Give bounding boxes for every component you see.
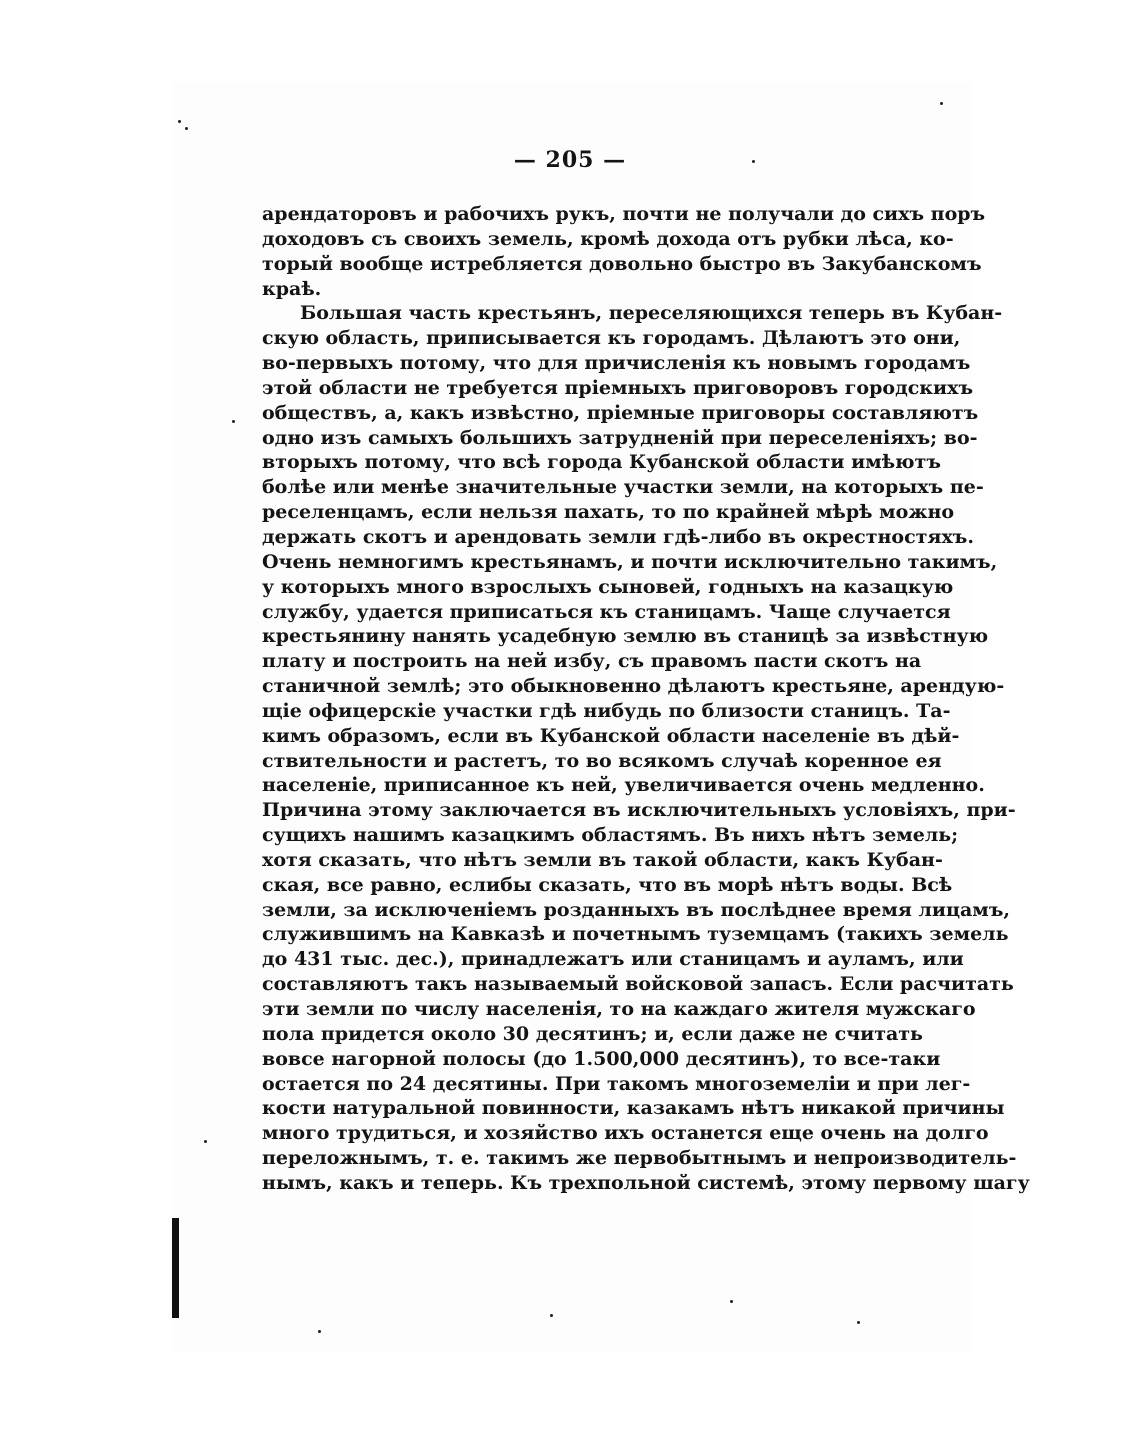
text-line: эти земли по числу населенія, то на каждаго жителя мужскаго [262,998,976,1020]
text-line: скую область, приписывается къ городамъ. Дѣлаютъ это они, [262,327,961,350]
text-line: доходовъ съ своихъ земель, кромѣ дохода отъ рубки лѣса, ко- [262,227,954,250]
scan-edge-shadow [172,1218,179,1318]
text-line: держать скотъ и арендовать земли гдѣ-либо въ окрестностяхъ. [262,525,974,548]
scan-speck [550,1314,553,1317]
scan-speck [204,1140,207,1143]
text-line: кимъ образомъ, если въ Кубанской области населеніе въ дѣй- [262,724,960,747]
text-line: щіе офицерскіе участки гдѣ нибудь по близости станицъ. Та- [262,699,951,722]
text-line: земли, за исключеніемъ розданныхъ въ послѣднее время лицамъ, [262,898,1011,921]
text-line: хотя сказать, что нѣтъ земли въ такой области, какъ Кубан- [262,848,943,871]
text-line: у которыхъ много взрослыхъ сыновей, годныхъ на казацкую [262,575,954,598]
text-line: службу, удается приписаться къ станицамъ. Чаще случается [262,600,951,623]
text-line: населеніе, приписанное къ ней, увеличивается очень медленно. [262,774,985,797]
text-line: кости натуральной повинности, казакамъ нѣтъ никакой причины [262,1097,1005,1120]
text-line: Очень немногимъ крестьянамъ, и почти исключительно такимъ, [262,550,998,573]
text-line: вторыхъ потому, что всѣ города Кубанской области имѣютъ [262,451,941,474]
text-line: Причина этому заключается въ исключительныхъ условіяхъ, при- [262,799,1016,822]
scan-speck [232,420,235,423]
scan-speck [730,1300,733,1303]
page-number: — 205 — [513,147,627,173]
text-line: переложнымъ, т. е. такимъ же первобытнымъ и непроизводитель- [262,1147,1017,1170]
text-line: арендаторовъ и рабочихъ рукъ, почти не получали до сихъ поръ [262,203,986,225]
text-line [262,1196,864,1221]
text-line: обществъ, а, какъ извѣстно, пріемные приговоры составляютъ [262,401,979,424]
text-line: краѣ. [262,277,322,300]
text-line: много трудиться, и хозяйство ихъ останется еще очень на долго [262,1122,989,1145]
body-text [262,202,1030,1221]
text-line: нымъ, какъ и теперь. Къ трехпольной системѣ, этому первому шагу [262,1171,1030,1194]
scan-speck [178,120,181,123]
text-line: болѣе или менѣе значительные участки земли, на которыхъ пе- [262,476,984,499]
text-line: реселенцамъ, если нельзя пахать, то по крайней мѣрѣ можно [262,501,955,524]
text-line: станичной землѣ; это обыкновенно дѣлаютъ крестьяне, арендую- [262,675,1005,698]
scan-speck [318,1330,321,1333]
text-line: составляютъ такъ называемый войсковой запасъ. Если расчитать [262,973,1014,996]
text-line: плату и построить на ней избу, съ правомъ пасти скотъ на [262,650,922,673]
text-line: пола придется около 30 десятинъ; и, если даже не считать [262,1022,923,1045]
text-line: ствительности и растетъ, то во всякомъ случаѣ коренное ея [262,749,942,772]
text-line: вовсе нагорной полосы (до 1.500,000 десятинъ), то все-таки [262,1047,941,1070]
text-line: сущихъ нашимъ казацкимъ областямъ. Въ нихъ нѣтъ земель; [262,824,959,847]
text-line: торый вообще истребляется довольно быстро въ Закубанскомъ [262,252,982,275]
text-line: ская, все равно, еслибы сказать, что въ морѣ нѣтъ воды. Всѣ [262,873,953,896]
scan-speck [185,127,188,130]
scan-speck [857,1321,860,1324]
text-line: одно изъ самыхъ большихъ затрудненій при переселеніяхъ; во- [262,426,978,449]
scan-speck [752,160,755,163]
text-line: остается по 24 десятины. При такомъ многоземеліи и при лег- [262,1072,971,1095]
text-line: Большая часть крестьянъ, переселяющихся теперь въ Кубан- [300,302,1003,325]
text-line: крестьянину нанять усадебную землю въ станицѣ за извѣстную [262,625,989,648]
text-line: во-первыхъ потому, что для причисленія къ новымъ городамъ [262,352,971,375]
scan-speck [940,102,943,105]
text-line: этой области не требуется пріемныхъ приговоровъ городскихъ [262,376,974,399]
text-line: служившимъ на Кавказѣ и почетнымъ туземцамъ (такихъ земель [262,923,1009,946]
text-line: до 431 тыс. дес.), принадлежатъ или станицамъ и ауламъ, или [262,948,964,971]
